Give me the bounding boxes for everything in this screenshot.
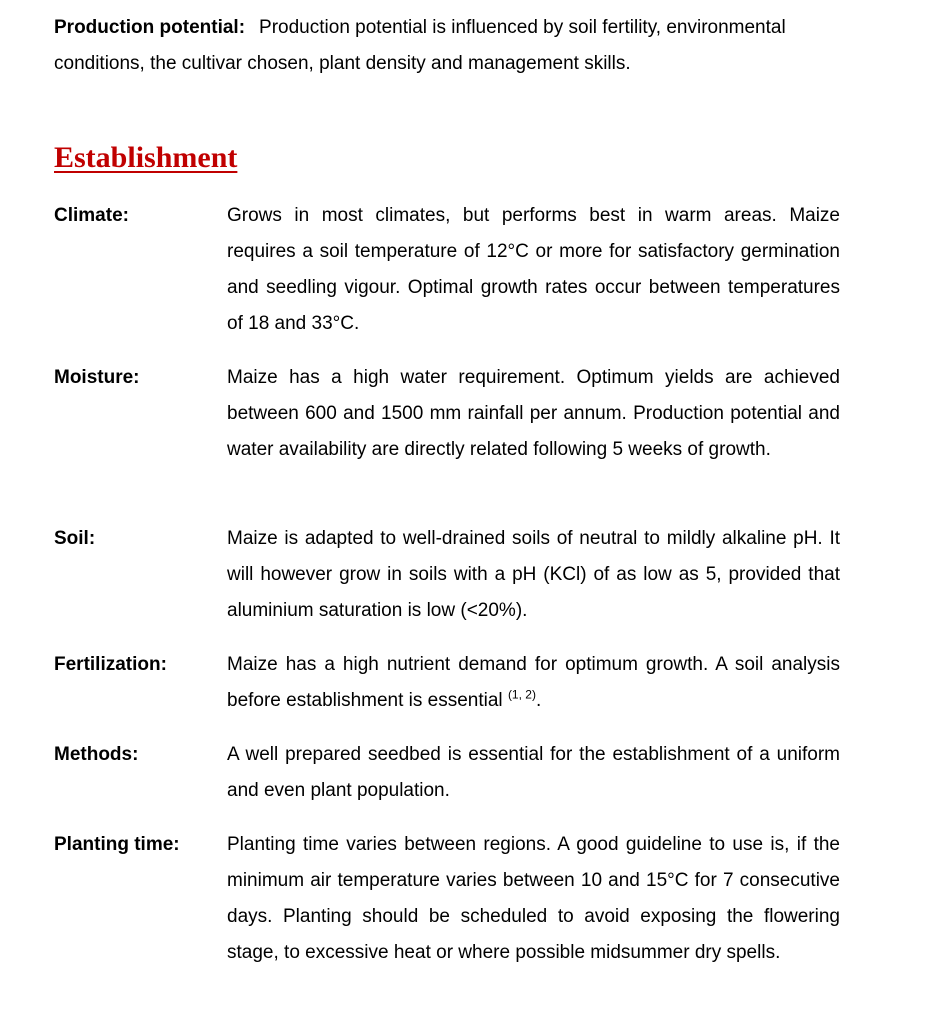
term-fertilization: Fertilization:	[54, 654, 167, 675]
term-planting-time: Planting time:	[54, 834, 180, 855]
intro-paragraph	[54, 10, 844, 82]
desc-fertilization-end: .	[535, 690, 542, 711]
desc-planting-time: Planting time varies between regions. A good guideline to use is, if the minimum air temperature varies between 10 and 15°C for 7 consecutive days. Planting should be scheduled to avoid exposing the flowering stage, to excessive heat or where possible midsummer dry spells.	[227, 834, 840, 963]
citation-superscript: (1, 2)	[507, 687, 536, 702]
term-soil: Soil:	[54, 528, 96, 549]
desc-climate: Grows in most climates, but performs best in warm areas. Maize requires a soil temperature of 12°C or more for satisfactory germination and seedling vigour. Optimal growth rates occur between temperatures of 18 and 33°C.	[227, 205, 840, 334]
term-methods: Methods:	[54, 744, 139, 765]
section-heading: Establishment	[54, 141, 238, 174]
desc-fertilization	[227, 647, 840, 719]
desc-methods: A well prepared seedbed is essential for the establishment of a uniform and even plant population.	[227, 744, 840, 801]
intro-label: Production potential:	[54, 17, 246, 38]
term-moisture: Moisture:	[54, 367, 140, 388]
intro-text: Production potential is influenced by soil fertility, environmental conditions, the cultivar chosen, plant density and management skills.	[54, 17, 786, 74]
desc-moisture: Maize has a high water requirement. Optimum yields are achieved between 600 and 1500 mm rainfall per annum. Production potential and water availability are directly related following 5 weeks of growth.	[227, 367, 840, 460]
desc-fertilization-text: Maize has a high nutrient demand for optimum growth. A soil analysis before establishment is essential	[227, 654, 840, 711]
desc-soil: Maize is adapted to well-drained soils of neutral to mildly alkaline pH. It will however grow in soils with a pH (KCl) of as low as 5, provided that aluminium saturation is low (<20%).	[227, 528, 840, 621]
term-climate: Climate:	[54, 205, 129, 226]
